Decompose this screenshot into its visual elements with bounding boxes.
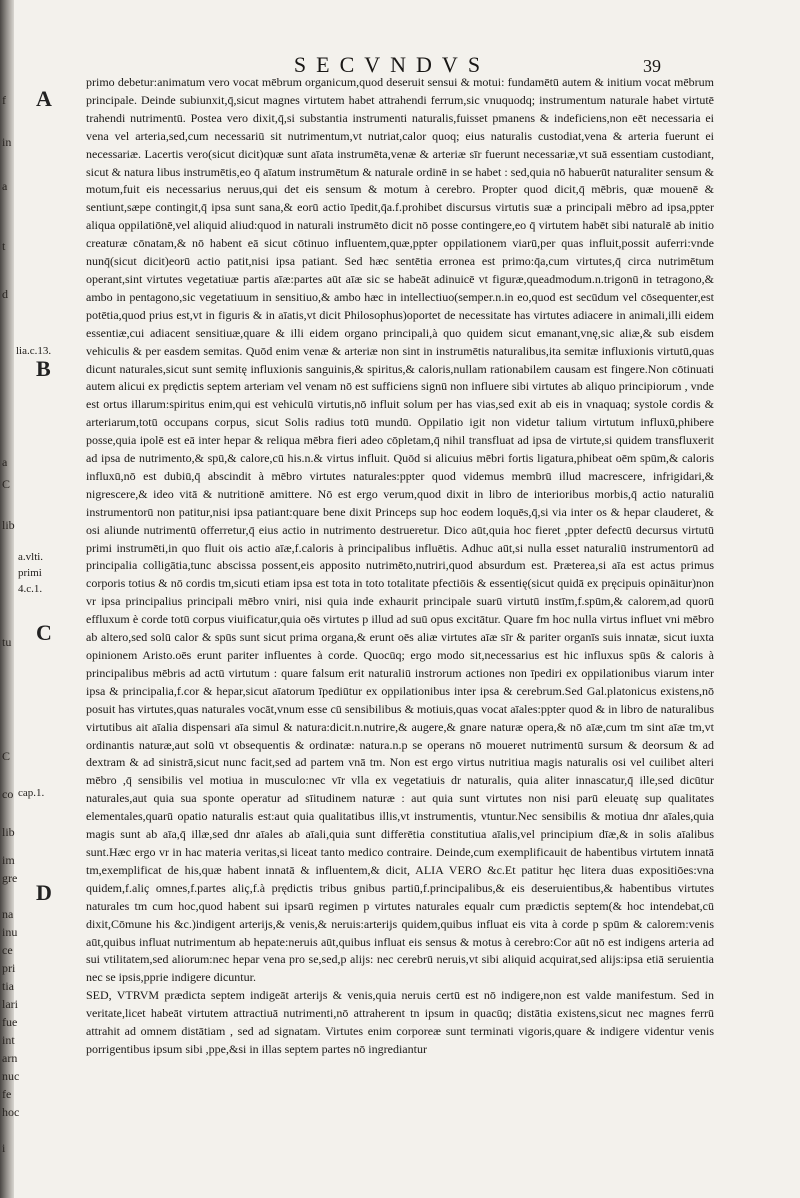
running-head: SECVNDVS [293,52,491,77]
margin-fragment: gre [2,871,18,885]
section-letter-d: D [36,880,52,905]
marginal-citation: cap.1. [18,787,45,799]
marginal-citation: a.vlti. [18,551,44,563]
page-number: 39 [643,56,661,76]
margin-fragment: a [2,455,8,469]
main-text [86,74,714,1059]
section-letter-b: B [36,356,51,381]
marginal-citation: lia.c.13. [16,345,52,357]
margin-fragment: lari [2,997,18,1011]
margin-fragment: int [2,1033,15,1047]
margin-fragment: lib [2,518,15,532]
margin-fragment: hoc [2,1105,20,1119]
margin-fragment: fue [2,1015,18,1029]
margin-fragment: f [2,93,6,107]
marginal-citation: primi [18,567,42,579]
margin-fragment: im [2,853,15,867]
margin-fragment: arn [2,1051,18,1065]
margin-fragment: inu [2,925,18,939]
margin-fragment: tia [2,979,14,993]
margin-fragment: ce [2,943,13,957]
margin-fragment: C [2,477,11,491]
margin-fragment: tu [2,635,12,649]
margin-fragment: a [2,179,8,193]
margin-fragment: in [2,135,12,149]
paragraph: SED, VTRVM prædicta septem indigeāt arterijs & venis,quia neruis certū est nō indigere,non est valde manifestum. Sed in veritate,licet habeāt virtutem attractiuā nutrimenti,nō attraherent tn ipsum in quacūq; distātia existens,sicut nec magnes ferrū attrahit ad omnem distātiam , sed ad signatam. Virtutes enim corporeæ sunt terminati vigoris,quare & indigere videntur venis porrigentibus ipsum sibi ,ppe,&si in illas septem partes nō ingrediantur [86,988,714,1056]
marginal-citation: 4.c.1. [18,583,43,595]
margin-fragment: t [2,239,6,253]
margin-fragment: C [2,749,11,763]
section-letter-c: C [36,620,52,645]
margin-fragment: lib [2,825,15,839]
margin-fragment: i [2,1141,6,1155]
margin-fragment: fe [2,1087,12,1101]
margin-fragment: d [2,287,8,301]
margin-fragment: co [2,787,14,801]
margin-fragment: na [2,907,14,921]
section-letter-a: A [36,86,52,111]
margin-fragment: nuc [2,1069,20,1083]
paragraph: primo debetur:animatum vero vocat mēbrum organicum,quod deseruit sensui & motui: fundamētū autem & initium vocat mēbrum principale. Deinde subiunxit,q̄,sicut magnes virtutem habet attrahendi ferrum,sic vnuquodq; instrumentum naturale habet virtutē trahendi nutrimentū. Postea vero dixit,q̄,si substantia instrumenti naturalis,fuisset pmanens & indeficiens,non eēt necessaria ei vena vel arteria,sed,cum necessariū sit nutrimentum,vt nutriat,calor quoq; eius naturalis custodiat,vena & arteria fuerunt ei necessariæ. Lacertis vero(sicut dicit)quæ sunt aīata instrumēta,venæ & arteriæ sīr fuerunt necessariæ,vt suā essentiam custodiant, sicut & natura libus instrumētis,eo q̄ aīatum instrumētum & naturale ordinē in se habet : sed,quia nō habuerūt naturaliter sensum & motum,fuit eis necessarius neruus,qui det eis sensum & motum à cerebro. Propter quod dicit,q̄ mēbris, quæ mouenē & sentiunt,sæpe contingit,q̄ ipsa sunt sana,& eorū actio īpedit,q̄a.f.prohibet discursus virtutis suæ a principali mēbro ad ipsa,ppter aliqua oppilatiōnē,vel aliquid aliud:quod in naturali instrumēto dicit nō posse contingere,eo q̄ virtutem habēt sibi naturalē ab initio creaturæ cōnatam,& nō habent eā sicut cōtinuo influentem,quæ,ppter oppilationem viarū,per quas influit,possit auferri:vnde nunq̄(sicut dicit)eorū actio patit,nisi ipsa patiant. Sed hæc sentētia erronea est primo:q̄a,cum virtutes,q̄ circa nutrimētum operant,sint virtutes vegetatiuæ partis aīæ:partes aūt aīæ sic se habeāt adinuicē vt figuræ,queadmodum.n.trigonū in tetragono,& ambo in pentagono,sic vegetatiuum in sensitiuo,& ambo hæc in intellectiuo(semper.n.in eo,quod est secūdum vel cōsequenter,est potētia,quod prius est,vt in figuris & in aīatis,vt dicit Philosophus)oportet de necessitate has virtutes adiacere in animali,illi eidem essentiæ,cui adiacent sensitiuæ,quare & illi eidem organo principali,à quo quidem sicut emanant,vnę,sic aliæ,& sub eisdem vehiculis & per easdem semitas. Quōd enim venæ & arteriæ non sint in instrumētis naturalibus,ita semitæ influxionis virtutū,quas dicunt naturales,sicut sunt semitę influxionis sanguinis,& spiritus,& caloris,nullam rationabilem causam est fingere.Non cōtinuati autem alicui ex prędictis septem arteriam vel venam nō est sufficiens signū non influere sibi virtutes ab aliquo principiorum , vnde est ortus illarum:spiritus enim,qui est vehiculū virtutis,nō influit solum per has vias,sed exit ab eis in vnaquaq; systole cordis & arteriarum,totū occupans corpus, sicut Solis radius totū mundū. Oppilatio igit non videtur talium virtutum influxū,phibere posse,quia ipolē est eā inter hepar & reliqua mēbra fieri adeo cōpletam,q̄ nihil transfluat ad ipsa de virtute,si quidem transfluxerit ad ipsa de nutrimento,& spū,& calore,cū his.n.& virtus influit. Quōd si alicuius mēbri fortis ligatura,phibeat oēm spūm,& caloris influxū,nō est dubiū,q̄ abscindit à mēbro virtutes naturales:ppter quod videmus membrū illud macrescere, infrigidari,& nigrescere,& ideo vitā & nutritionē amittere. Nō est ergo verum,quod dixit in libro de interioribus morbis,q̄ actio naturaliū instrumentorū non patitur,nisi ipsa patiant:quare bene dixit Princeps sup hoc eodem loquēs,q̄,si via inter os & hepar clauderet, & osi aliunde nutrimentū offerretur,q̄ eius actio in nutrimento destrueretur. Dico aūt,quia hoc fieret ,ppter defectū decursus virtutū primi instrumēti,in quo fluit ois actio aīæ,f.caloris à principalibus influētis. Adhuc aūt,si nulla esset naturaliū instrumentorū ad principalia colligātia,tunc abscissa possent,eis apposito nutrimēto,nutriri,quod absurdum est. Præterea,si aīa est actus primus corporis totius & nō cordis tm,sicuti etiam ipsa est tota in toto totalitate pfectiōis & essentię(sicut quidā ex pręcipuis opināitur)non vr ipsa principalius principali mēbro vniri, nisi quia inde exhaurit principale suarū virtutū instīm,f.spūm,& calorem,ad quorū effluxum è corde totū corpus viuificatur,quia oēs virtutes p illud ad suū opus excitātur. Quare fm hoc nulla virtus influet vni mēbro ab altero,sed solū calor & spūs sunt sicut prima organa,& erunt oēs aliæ virtutes aīæ sīr & pariter organīs suis innatæ, sicut iuxta opinionem Aristo.oēs erunt pariter influentes à corde. Quocūq; ergo modo sit,necessarius est hic influxus spūs & caloris à principalibus mēbris ad actū virtutum : quare falsum erit naturaliū instrorum actiones non īpediri ex oppilationibus viarum inter ipsa & principalia,f.cor & hepar,sicut aīatorum īpediūtur ex oppilationibus inter ipsa & cerebrum.Sed Gal.platonicus existens,nō posuit has virtutes,quas naturales vocāt,vnum esse cū sensibilibus & motiuis,quas vocat aīales:ppter quod & in libro de naturalibus virtutibus ait aīalia dispensari aīa simul & natura:dicit.n.nutrire,& augere,& gnare naturæ opera,& nō aīæ,cum tm sint aīæ tm,vt ordinantis naturæ,aut solū vt obsequentis & ordinatæ: natura.n.p se operans nō moueret nutrimentū sursum & deorsum & ad dextram & ad sinistrā,sicut nunc facit,sed ad partem vnā tm. Non est ergo virtus nutritiua magis naturalis osi vel cuilibet alteri mēbro ,q̄ sensibilis vel motiua in musculo:nec vīr vlla ex vegetatiuis dr naturalis, quia aliter innascatur,q̄ ille,sed dicūtur naturales,aut quia sua sponte operatur ad sīitudinem naturæ : aut quia sunt virtutes non nisi parū eleuatę sup qualitates elementales,quarū opatio naturalis est:aut quia qualitatibus illis,vt instrumentis, vtuntur.Nec sensibilis & motiua dnr aīales,quia magis sunt ab aīa,q̄ illæ,sed dnr aīales ab aīali,quia sunt differētia constitutiua aīalis,vel principium dīæ,& in solis aīalibus sunt.Hæc ergo vr in hac materia veritas,si liceat tanto medico contraire. Deinde,cum exemplificauit de habentibus virtutem innatā tm,exemplificat de his,quæ habent innatā & influentem,& dicit, ALIA VERO &c.Et patitur hęc litera duas expositiōes:vna quidem,f.aliç omnes,f.partes aliç,f.à prędictis tribus gnibus partiū,f.principalibus,& eis deseruientibus,& habentibus virtutes naturales tm cum hoc,quod habent sui ipsarū regimen p virtutes naturales equalr cum prædictis septem(& hoc intendebat,cū dixit,Cōmune his &c.)indigent arterijs,& venis,& neruis:arterijs quidem,quibus influat eis vita à corde p spūm & calorem:venis aūt,quibus influat nutrimentum ab hepate:neruis aūt,quibus influat eis sensus & motus à cerebro:Cor aūt nō est indigens arteria ad sui vtilitatem,sed aliorum:nec hepar vena pro se,sed,p alijs: nec cerebrū neruis,vt sibi aliquid acquirat,sed alijs:ipsa etiā seruientia nec se ipsis,pprie indigere dicuntur. [86,75,714,985]
margin-fragment: pri [2,961,16,975]
